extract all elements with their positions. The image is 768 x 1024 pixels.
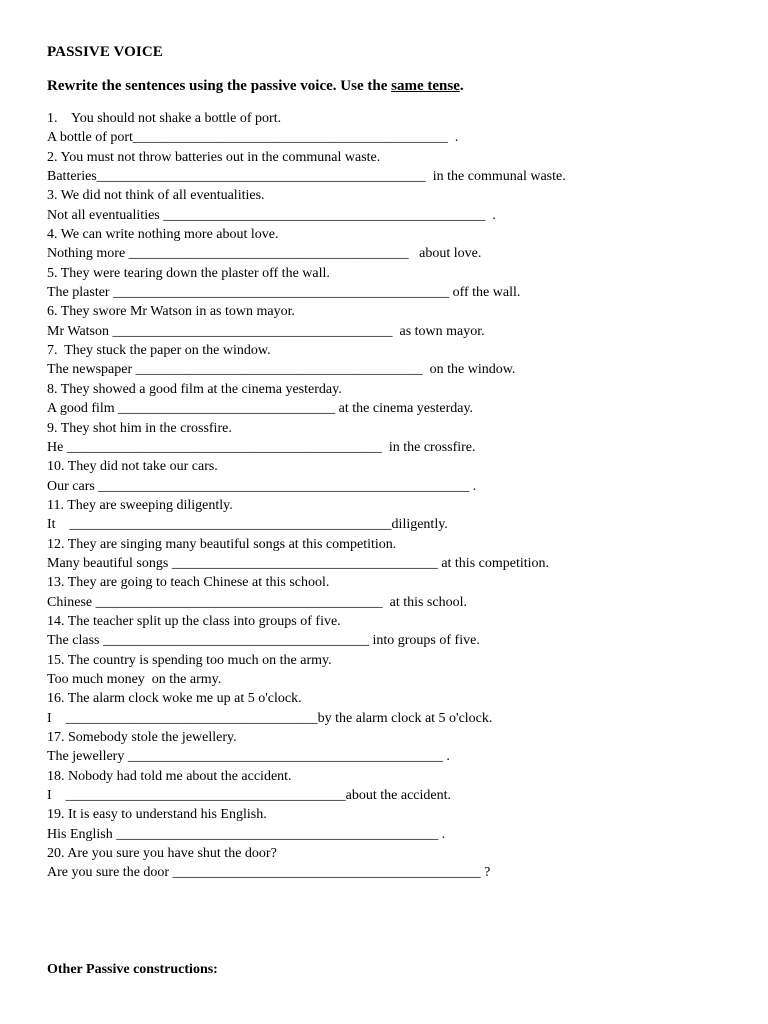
- exercise-question: 3. We did not think of all eventualities.: [47, 188, 265, 204]
- exercise-answer-line: I ____________________________________by the alarm clock at 5 o'clock.: [47, 710, 493, 726]
- exercise-question: 18. Nobody had told me about the accident.: [47, 768, 292, 784]
- exercise-answer-line: Too much money on the army.: [47, 671, 222, 687]
- exercise-question: 17. Somebody stole the jewellery.: [47, 730, 237, 745]
- exercise-answer-line: Mr Watson ________________________________________ as town mayor.: [47, 323, 485, 339]
- exercise-question: 14. The teacher split up the class into groups of five.: [47, 613, 341, 629]
- exercise-question: 4. We can write nothing more about love.: [47, 227, 279, 243]
- exercise-answer-line: A bottle of port_____________________________________________ .: [47, 130, 459, 146]
- exercise-answer-line: Are you sure the door ____________________________________________ ?: [47, 865, 491, 881]
- exercise-answer-line: The plaster ________________________________________________ off the wall.: [47, 285, 521, 301]
- exercise-question: 13. They are going to teach Chinese at this school.: [47, 575, 330, 591]
- exercise-answer-line: I ________________________________________about the accident.: [47, 788, 452, 804]
- exercise-question: 15. The country is spending too much on the army.: [47, 652, 332, 668]
- exercise-answer-line: Not all eventualities ______________________________________________ .: [47, 207, 496, 223]
- exercise-question: 11. They are sweeping diligently.: [47, 497, 233, 513]
- exercise-question: 12. They are singing many beautiful songs at this competition.: [47, 536, 397, 552]
- exercise-answer-line: Many beautiful songs ______________________________________ at this competition.: [47, 555, 550, 571]
- exercise-question: 20. Are you sure you have shut the door?: [47, 846, 277, 862]
- exercise-question: 5. They were tearing down the plaster off the wall.: [47, 265, 330, 281]
- exercise-answer-line: Chinese _________________________________________ at this school.: [47, 594, 467, 610]
- instruction-emphasis: same tense: [391, 78, 460, 94]
- instructions: [47, 78, 464, 95]
- exercise-question: 2. You must not throw batteries out in the communal waste.: [47, 149, 381, 165]
- exercise-answer-line: Nothing more ________________________________________ about love.: [47, 246, 482, 262]
- exercise-question: 16. The alarm clock woke me up at 5 o'clock.: [47, 691, 302, 707]
- exercise-answer-line: The newspaper _________________________________________ on the window.: [47, 362, 516, 378]
- exercise-answer-line: The jewellery _____________________________________________ .: [47, 749, 450, 765]
- exercise-question: 6. They swore Mr Watson in as town mayor.: [47, 304, 295, 320]
- section-heading: Other Passive constructions:: [47, 962, 218, 977]
- exercise-question: 8. They showed a good film at the cinema yesterday.: [47, 381, 342, 397]
- page-title: PASSIVE VOICE: [47, 44, 163, 60]
- exercise-answer-line: It ______________________________________________diligently.: [47, 517, 448, 533]
- exercise-question: 10. They did not take our cars.: [47, 459, 218, 475]
- exercise-question: 9. They shot him in the crossfire.: [47, 420, 232, 436]
- exercise-answer-line: Our cars _____________________________________________________ .: [47, 478, 477, 494]
- exercise-answer-line: A good film _______________________________ at the cinema yesterday.: [47, 401, 474, 417]
- instruction-text: Rewrite the sentences using the passive voice. Use the: [47, 78, 392, 94]
- exercise-list: [47, 109, 747, 883]
- exercise-answer-line: The class ______________________________________ into groups of five.: [47, 633, 480, 649]
- exercise-question: 7. They stuck the paper on the window.: [47, 343, 271, 359]
- exercise-question: 1. You should not shake a bottle of port.: [47, 111, 282, 126]
- exercise-answer-line: Batteries_______________________________________________ in the communal waste.: [47, 169, 566, 185]
- exercise-answer-line: His English ______________________________________________ .: [47, 826, 446, 842]
- instruction-end: .: [459, 78, 464, 94]
- exercise-question: 19. It is easy to understand his English.: [47, 807, 267, 823]
- exercise-answer-line: He _____________________________________________ in the crossfire.: [47, 439, 476, 455]
